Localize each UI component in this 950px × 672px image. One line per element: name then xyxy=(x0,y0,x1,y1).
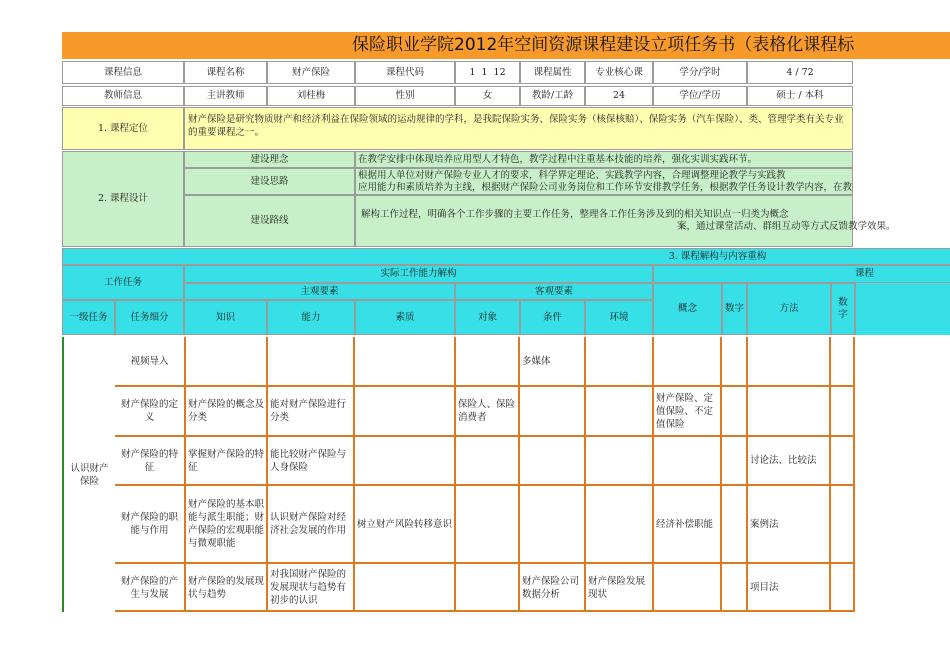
row-1-condition: 多媒体 xyxy=(522,356,551,367)
row-1-object xyxy=(456,337,518,386)
grid-v-6 xyxy=(584,337,586,612)
credit-value: 4 / 72 xyxy=(747,61,853,84)
course-header xyxy=(653,265,950,283)
course-attr-value: 专业核心课 xyxy=(585,61,653,84)
course-name-value: 财产保险 xyxy=(267,61,355,84)
course-name-label: 课程名称 xyxy=(184,61,267,84)
col-level1: 一级任务 xyxy=(62,300,115,335)
idea-text-line-1: 根据用人单位对财产保险专业人才的要求，科学界定理论、实践教学内容，合理调整理论教学与实践教 xyxy=(358,170,786,181)
group-label: 认识财产保险 xyxy=(70,462,109,487)
row-1-ability xyxy=(268,337,353,386)
row-1-method xyxy=(748,337,829,386)
row-5-knowledge: 财产保险的发展现状与趋势 xyxy=(188,575,265,600)
course-attr-label: 课程属性 xyxy=(520,61,585,84)
col-knowledge: 知识 xyxy=(184,300,267,335)
gender-label: 性别 xyxy=(355,86,455,106)
row-5-quality xyxy=(355,563,454,612)
col-subtask: 任务细分 xyxy=(115,300,184,335)
row-3-knowledge: 掌握财产保险的特征 xyxy=(188,448,265,473)
row-4-condition xyxy=(520,485,584,563)
work-age-label: 教龄/工龄 xyxy=(520,86,585,106)
page-title: 保险职业学院2012年空间资源课程建设立项任务书（表格化课程标 xyxy=(352,35,855,55)
row-3-task: 财产保险的特征 xyxy=(120,448,178,473)
route-text-line-1: 解构工作过程，明确各个工作步骤的主要工作任务，整理各工作任务涉及到的相关知识点一归类为概念 xyxy=(361,209,789,220)
route-text-line-2: 案，通过课堂活动、群组互动等方式反馈教学效果。 xyxy=(677,221,896,232)
grid-v-5 xyxy=(518,337,520,612)
course-code-value: 1 1 12 xyxy=(455,61,520,84)
route-label: 建设路线 xyxy=(184,195,355,247)
positioning-label: 1. 课程定位 xyxy=(62,107,184,150)
row-2-task: 财产保险的定义 xyxy=(120,399,178,423)
row-3-object xyxy=(456,436,518,485)
row-2-knowledge: 财产保险的概念及分类 xyxy=(188,399,265,423)
gender-value: 女 xyxy=(455,86,520,106)
row-5-concept xyxy=(654,563,720,612)
row-4-knowledge: 财产保险的基本职能与派生职能；财产保险的宏观职能与微观职能 xyxy=(188,499,265,549)
row-3-method: 讨论法、比较法 xyxy=(750,455,817,466)
method-header: 方法 xyxy=(747,283,831,335)
subjective-header: 主观要素 xyxy=(184,283,455,300)
degree-value: 硕士 / 本科 xyxy=(747,86,853,106)
row-2-condition xyxy=(520,386,584,436)
work-age-value: 24 xyxy=(585,86,653,106)
teacher-info-label: 教师信息 xyxy=(62,86,184,106)
row-3-ability: 能比较财产保险与人身保险 xyxy=(270,448,347,473)
credit-label: 学分/学时 xyxy=(653,61,747,84)
section3-label: 3. 课程解构与内容重构 xyxy=(62,248,950,265)
concept-text: 在教学安排中体现培养应用型人才特色，教学过程中注重基本技能的培养，强化实训实践环节。 xyxy=(355,151,853,168)
row-1-knowledge xyxy=(186,337,266,386)
row-3-condition xyxy=(520,436,584,485)
row-2-ability: 能对财产保险进行分类 xyxy=(270,399,347,423)
row-3-concept xyxy=(654,436,720,485)
digit-header-2: 数字 xyxy=(831,283,855,335)
design-label: 2. 课程设计 xyxy=(62,151,184,247)
row-2-env xyxy=(586,386,652,436)
route-text xyxy=(355,195,896,247)
grid-v-10 xyxy=(829,337,831,612)
positioning-text: 财产保险是研究物质财产和经济利益在保险领域的运动规律的学科，是我院保险实务、保险实务（核保核赔）、保险实务（汽车保险）、类、管理学类有关专业的重要课程之一。 xyxy=(184,107,853,150)
row-4-method: 案例法 xyxy=(750,518,779,530)
row-4-object xyxy=(456,485,518,563)
work-task-header: 工作任务 xyxy=(62,265,184,300)
row-4-concept: 经济补偿职能 xyxy=(656,518,714,530)
row-3-env xyxy=(586,436,652,485)
row-4-quality: 树立财产风险转移意识 xyxy=(357,518,453,530)
idea-label: 建设思路 xyxy=(184,168,355,195)
col-object: 对象 xyxy=(455,300,520,335)
row-5-env: 财产保险发展现状 xyxy=(588,575,646,600)
col-quality: 素质 xyxy=(355,300,455,335)
objective-header: 客观要素 xyxy=(455,283,653,300)
col-environment: 环境 xyxy=(585,300,653,335)
row-5-condition: 财产保险公司数据分析 xyxy=(522,575,580,600)
row-1-concept xyxy=(654,337,720,386)
grid-v-7 xyxy=(652,337,654,612)
header-right-fill xyxy=(855,283,950,335)
idea-text xyxy=(355,168,853,195)
row-2-concept: 财产保险、定值保险、不定值保险 xyxy=(656,392,714,430)
concept-label: 建设理念 xyxy=(184,151,355,168)
row-5-ability: 对我国财产保险的发展现状与趋势有初步的认识 xyxy=(270,569,347,606)
grid-v-1 xyxy=(184,337,186,612)
lead-teacher-label: 主讲教师 xyxy=(184,86,267,106)
row-4-ability: 认识财产保险对经济社会发展的作用 xyxy=(270,512,347,536)
concept-header: 概念 xyxy=(653,283,722,335)
row-1-task: 视频导入 xyxy=(130,356,169,367)
ability-header: 实际工作能力解构 xyxy=(184,265,653,283)
grid-v-11 xyxy=(853,337,855,612)
degree-label: 学位/学历 xyxy=(653,86,747,106)
row-5-task: 财产保险的产生与发展 xyxy=(120,575,178,600)
course-code-label: 课程代码 xyxy=(355,61,455,84)
digit-header-1: 数字 xyxy=(722,283,747,335)
row-1-quality xyxy=(355,337,454,386)
row-4-task: 财产保险的职能与作用 xyxy=(120,512,178,536)
grid-h-bottom xyxy=(115,610,855,612)
row-5-object xyxy=(456,563,518,612)
col-condition: 条件 xyxy=(520,300,585,335)
lead-teacher-value: 刘桂梅 xyxy=(267,86,355,106)
grid-v-8 xyxy=(720,337,722,612)
row-3-quality xyxy=(355,436,454,485)
row-1-env xyxy=(586,337,652,386)
idea-text-line-2: 应用能力和素质培养为主线，根据财产保险公司业务岗位和工作环节安排教学任务，根据教学任务设计教学内容，在教 xyxy=(358,182,853,193)
course-header-text: 课程 xyxy=(854,268,874,279)
grid-v-9 xyxy=(746,337,748,612)
grid-v-3 xyxy=(353,337,355,612)
grid-v-2 xyxy=(266,337,268,612)
row-2-quality xyxy=(355,386,454,436)
row-2-object: 保险人、保险消费者 xyxy=(458,399,516,423)
course-info-label: 课程信息 xyxy=(62,61,184,84)
row-5-method: 项目法 xyxy=(750,582,779,593)
row-2-method xyxy=(748,386,829,436)
col-ability: 能力 xyxy=(267,300,355,335)
grid-v-4 xyxy=(454,337,456,612)
row-4-env xyxy=(586,485,652,563)
